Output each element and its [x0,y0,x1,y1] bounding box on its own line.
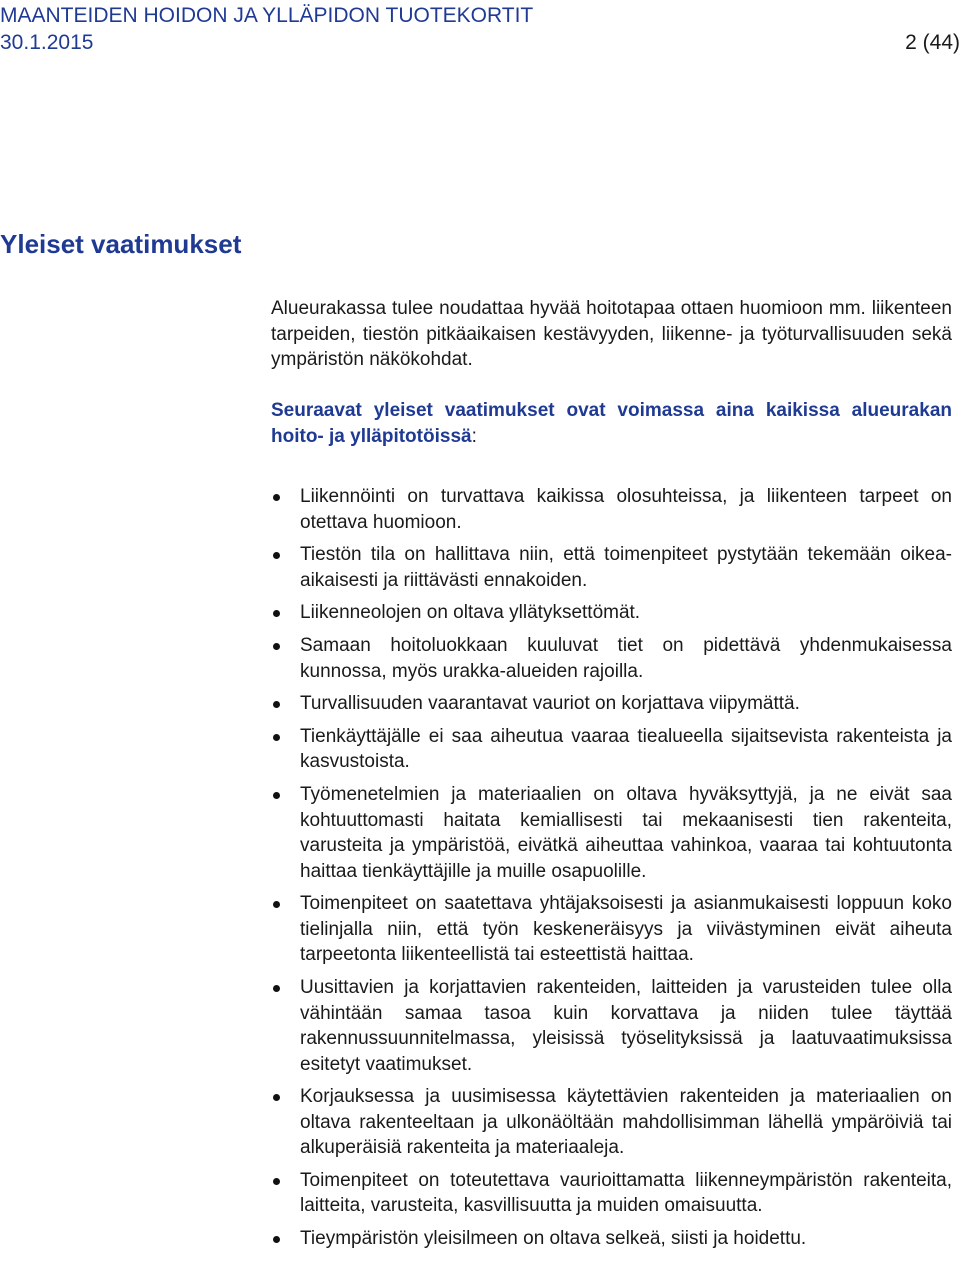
list-item [0,975,952,1077]
list-item [0,600,952,626]
list-item-text: Tieympäristön yleisilmeen on oltava selkeä, siisti ja hoidettu. [300,1228,807,1250]
lead-paragraph [271,398,952,449]
bullet-icon [273,701,280,708]
bullet-icon [273,985,280,992]
bullet-icon [273,1094,280,1101]
list-item [0,691,952,717]
bullet-icon [273,1178,280,1185]
bullet-icon [273,643,280,650]
list-item [0,782,952,884]
list-item-text: Toimenpiteet on toteutettava vaurioittamatta liikenneympäristön rakenteita, laitteita, varusteita, kasvillisuutta ja muiden omaisuutta. [300,1169,952,1217]
bullet-icon [273,494,280,501]
list-item [0,1168,952,1219]
document-date: 30.1.2015 [0,31,94,54]
bullet-icon [273,1236,280,1243]
list-item-text: Työmenetelmien ja materiaalien on oltava hyväksyttyjä, ja ne eivät saa kohtuuttomasti haitata kemiallisesti tai mekaanisesti tien rakenteita, varusteita ja ympäristöä, eivätkä aiheuttaa vahinkoa, vaaraa tai kohtuutonta haittaa tienkäyttäjille ja muille osapuolille. [300,784,952,882]
list-item [0,891,952,968]
section-title: Yleiset vaatimukset [0,229,242,259]
bullet-icon [273,610,280,617]
bullet-icon [273,734,280,741]
lead-colon: : [471,425,477,447]
list-item [0,484,952,535]
intro-paragraph: Alueurakassa tulee noudattaa hyvää hoitotapaa ottaen huomioon mm. liikenteen tarpeiden, tiestön pitkäaikaisen kestävyyden, liikenne- ja työturvallisuuden sekä ympäristön näkökohdat. [271,298,952,370]
list-item-text: Toimenpiteet on saatettava yhtäjaksoisesti ja asianmukaisesti loppuun koko tielinjalla niin, että työn keskeneräisyys ja viivästyminen eivät aiheuta tarpeetonta liikenteellistä tai esteettistä haittaa. [300,893,952,966]
bullet-icon [273,792,280,799]
list-item [0,724,952,775]
list-item-text: Turvallisuuden vaarantavat vauriot on korjattava viipymättä. [300,693,800,715]
bullet-icon [273,901,280,908]
list-item [0,1226,952,1252]
bullet-icon [273,552,280,559]
lead-text: Seuraavat yleiset vaatimukset ovat voimassa aina kaikissa alueurakan hoito- ja ylläpitotöissä [271,400,952,447]
page-number: 2 (44) [905,31,960,54]
list-item-text: Samaan hoitoluokkaan kuuluvat tiet on pidettävä yhdenmukaisessa kunnossa, myös urakka-alueiden rajoilla. [300,635,952,682]
list-item-text: Tiestön tila on hallittava niin, että toimenpiteet pystytään tekemään oikea-aikaisesti ja riittävästi ennakoiden. [300,544,952,591]
list-item [0,542,952,593]
list-item-text: Uusittavien ja korjattavien rakenteiden, laitteiden ja varusteiden tulee olla vähintään samaa tasoa kuin korvattava ja niiden tulee täyttää rakennussuunnitelmassa, yleisissä työselityksissä ja laatuvaatimuksissa esitetyt vaatimukset. [300,977,952,1075]
document-header-title: MAANTEIDEN HOIDON JA YLLÄPIDON TUOTEKORTIT [0,4,534,27]
list-item [0,1084,952,1161]
list-item-text: Korjauksessa ja uusimisessa käytettävien rakenteiden ja materiaalien on oltava rakenteeltaan ja ulkonäöltään mahdollisimman lähellä ympäröiviä tai alkuperäisiä rakenteita ja materiaaleja. [300,1086,952,1159]
list-item-text: Liikenneolojen on oltava yllätyksettömät. [300,602,641,624]
list-item-text: Tienkäyttäjälle ei saa aiheutua vaaraa tiealueella sijaitsevista rakenteista ja kasvustoista. [300,725,952,773]
list-item [0,633,952,684]
requirements-list [0,484,952,1259]
list-item-text: Liikennöinti on turvattava kaikissa olosuhteissa, ja liikenteen tarpeet on otettava huomioon. [300,486,952,533]
